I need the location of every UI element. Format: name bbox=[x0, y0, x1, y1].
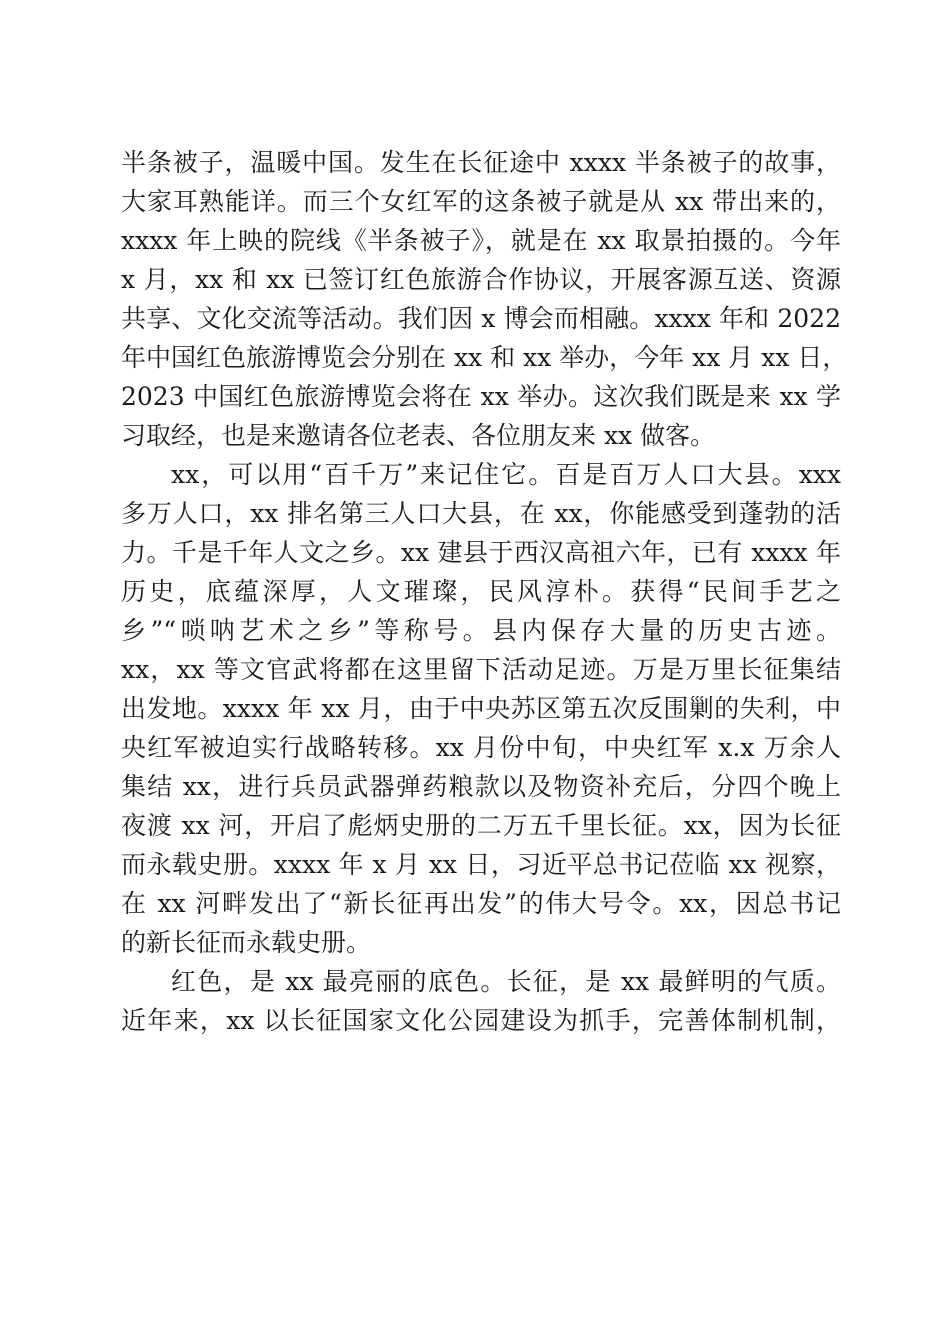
text-line: 红色，是 xx 最亮丽的底色。长征，是 xx 最鲜明的气质。 bbox=[171, 967, 841, 996]
text-line: 习取经，也是来邀请各位老表、各位朋友来 xx 做客。 bbox=[121, 421, 716, 450]
text-line: 大家耳熟能详。而三个女红军的这条被子就是从 xx 带出来的， bbox=[121, 187, 841, 216]
text-line: 近年来，xx 以长征国家文化公园建设为抓手，完善体制机制， bbox=[121, 1006, 841, 1035]
text-line: x 月，xx 和 xx 已签订红色旅游合作协议，开展客源互送、资源 bbox=[121, 265, 841, 294]
text-line: 多万人口，xx 排名第三人口大县，在 xx，你能感受到蓬勃的活 bbox=[121, 499, 841, 528]
text-line: 年中国红色旅游博览会分别在 xx 和 xx 举办，今年 xx 月 xx 日， bbox=[121, 343, 848, 372]
text-line: xx，可以用“百千万”来记住它。百是百万人口大县。xxx bbox=[171, 460, 841, 489]
text-line: 半条被子，温暖中国。发生在长征途中 xxxx 半条被子的故事， bbox=[121, 148, 841, 177]
text-line: 而永载史册。xxxx 年 x 月 xx 日，习近平总书记莅临 xx 视察， bbox=[121, 850, 841, 879]
text-line: 历史，底蕴深厚，人文璀璨，民风淳朴。获得“民间手艺之 bbox=[121, 577, 841, 606]
text-line: 力。千是千年人文之乡。xx 建县于西汉高祖六年，已有 xxxx 年 bbox=[121, 538, 841, 567]
text-line: 共享、文化交流等活动。我们因 x 博会而相融。xxxx 年和 2022 bbox=[121, 304, 841, 333]
text-line: 夜渡 xx 河，开启了彪炳史册的二万五千里长征。xx，因为长征 bbox=[121, 811, 841, 840]
text-line: 集结 xx，进行兵员武器弹药粮款以及物资补充后，分四个晚上 bbox=[121, 772, 841, 801]
text-line: 乡”“唢呐艺术之乡”等称号。县内保存大量的历史古迹。 bbox=[121, 616, 841, 645]
body-text bbox=[121, 143, 848, 1040]
text-line: 的新长征而永载史册。 bbox=[121, 928, 372, 957]
text-line: 在 xx 河畔发出了“新长征再出发”的伟大号令。xx，因总书记 bbox=[121, 889, 841, 918]
text-line: 出发地。xxxx 年 xx 月，由于中央苏区第五次反围剿的失利，中 bbox=[121, 694, 841, 723]
text-line: 央红军被迫实行战略转移。xx 月份中旬，中央红军 x.x 万余人 bbox=[121, 733, 841, 762]
text-line: xxxx 年上映的院线《半条被子》，就是在 xx 取景拍摄的。今年 bbox=[121, 226, 841, 255]
text-line: xx，xx 等文官武将都在这里留下活动足迹。万是万里长征集结 bbox=[121, 655, 841, 684]
text-line: 2023 中国红色旅游博览会将在 xx 举办。这次我们既是来 xx 学 bbox=[121, 382, 841, 411]
